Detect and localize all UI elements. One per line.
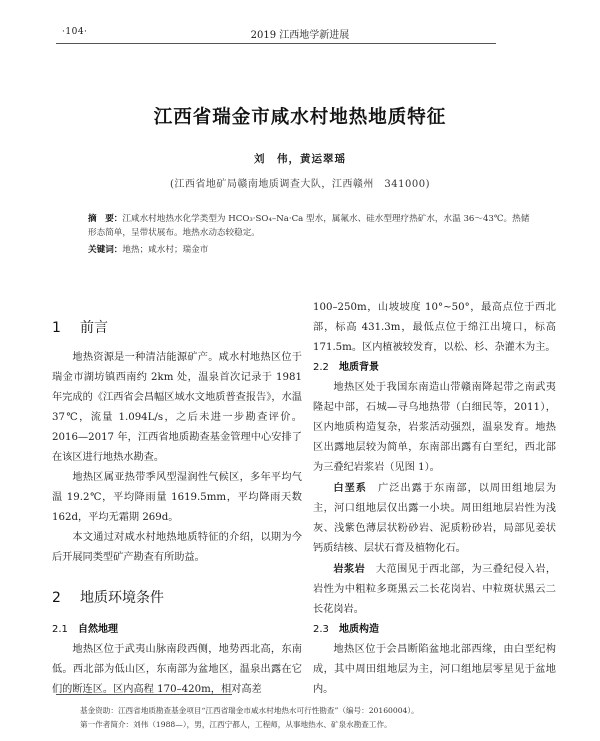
page-number: ·104· [62,27,88,37]
section-1-paragraph: 本文通过对咸水村地热地质特征的介绍，以期为今后开展同类型矿产勘查有所助益。 [52,532,302,563]
section-2-3-number: 2.3 [313,624,329,635]
section-2-3-paragraph: 地热区位于会昌断陷盆地北部西缘，由白垩纪构成，其中周田组地层为主，河口组地层零星见于盆地内。 [313,644,556,695]
section-1-number: 1 [52,320,61,336]
section-1-paragraph: 地热资源是一种清洁能源矿产。咸水村地热区位于瑞金市湖坊镇西南约 2km 处，温泉首次记录于 1981 年完成的《江西省会昌幅区域水文地质普查报告》，水温 37℃，流量 1.094L/s，之后未进一步勘查评价。2016—2017 年，江西省地质勘查基金管理中心安排了在该区进行地热水勘查。 [52,352,302,463]
footnote-funding: 基金资助：江西省地质勘查基金项目“江西省瑞金市咸水村地热水可行性勘查”（编号：20160004）。 [80,706,419,715]
section-2-1-paragraph: 地热区位于武夷山脉南段西侧，地势西北高，东南低。西北部为低山区，东南部为盆地区，温泉出露在它们的断连区。区内高程 170–420m，相对高差 [52,644,302,695]
journal-header: 2019 江西地学新进展 [250,30,350,41]
article-affiliation: (江西省地矿局赣南地质调查大队，江西赣州 341000) [170,179,430,190]
section-2-2-number: 2.2 [313,362,329,373]
section-1-title: 前言 [80,320,108,336]
footnote-author-bio: 第一作者简介：刘伟（1988—），男，江西宁都人，工程师，从事地热水、矿泉水勘查工作。 [80,720,392,729]
magmatic-paragraph [313,559,556,620]
footnote-rule [56,694,232,695]
keywords [88,243,208,255]
section-2-title: 地质环境条件 [80,590,164,606]
section-2-1-heading [52,620,302,640]
section-2-3-heading [313,620,556,640]
article-authors: 刘 伟，黄运翠瑶 [254,153,346,165]
section-2-2-title: 地质背景 [339,362,379,373]
section-2-2-heading [313,358,556,378]
abstract-text: 江咸水村地热水化学类型为 HCO₃·SO₄–Na·Ca 型水，属氟水、硅水型理疗热矿水，水温 36～43℃。热储形态简单，呈带状展布。地热水动态较稳定。 [88,214,530,238]
section-2-1-number: 2.1 [52,624,68,635]
section-1-paragraph: 地热区属亚热带季风型湿润性气候区，多年平均气温 19.2℃，平均降雨量 1619.5mm，平均降雨天数 162d，平均无霜期 269d。 [52,472,302,523]
cretaceous-paragraph [313,478,556,559]
section-1-heading [52,318,302,338]
section-2-1-paragraph-continued: 100–250m，山坡坡度 10°~50°，最高点位于西北部，标高 431.3m，最低点位于绵江出境口，标高 171.5m。区内植被较发育，以松、杉、杂灌木为主。 [313,302,556,353]
header-rule [56,43,496,44]
keywords-text: 地热；咸水村；瑞金市 [122,245,209,255]
right-column [313,298,556,700]
article-title: 江西省瑞金市咸水村地热地质特征 [153,107,447,128]
magmatic-text: 大范围见于西北部，为三叠纪侵入岩，岩性为中粗粒多斑黑云二长花岗岩、中粒斑状黑云二长花岗岩。 [313,564,557,615]
section-2-heading [52,588,302,608]
magmatic-label: 岩浆岩 [333,563,366,575]
left-column [52,318,302,700]
cretaceous-text: 广泛出露于东南部，以周田组地层为主，河口组地层仅出露一小块。周田组地层岩性为浅灰、浅紫色薄层状粉砂岩、泥质粉砂岩，局部见姜状钙质结核、层状石膏及植物化石。 [313,483,557,554]
keywords-label: 关键词： [88,245,123,255]
section-2-number: 2 [52,590,61,606]
abstract-label: 摘 要： [88,214,123,224]
section-2-1-title: 自然地理 [78,624,118,635]
cretaceous-label: 白垩系 [333,482,367,494]
section-2-3-title: 地质构造 [339,624,379,635]
abstract [88,212,533,240]
section-2-2-paragraph: 地热区处于我国东南造山带赣南降起带之南武夷隆起中部，石城—寻乌地热带（白细民等，2011），区内地质构造复杂，岩浆活动强烈，温泉发育。地热区出露地层较为简单，东南部出露有白垩纪，西北部为三叠纪岩浆岩（见图 1）。 [313,382,556,473]
